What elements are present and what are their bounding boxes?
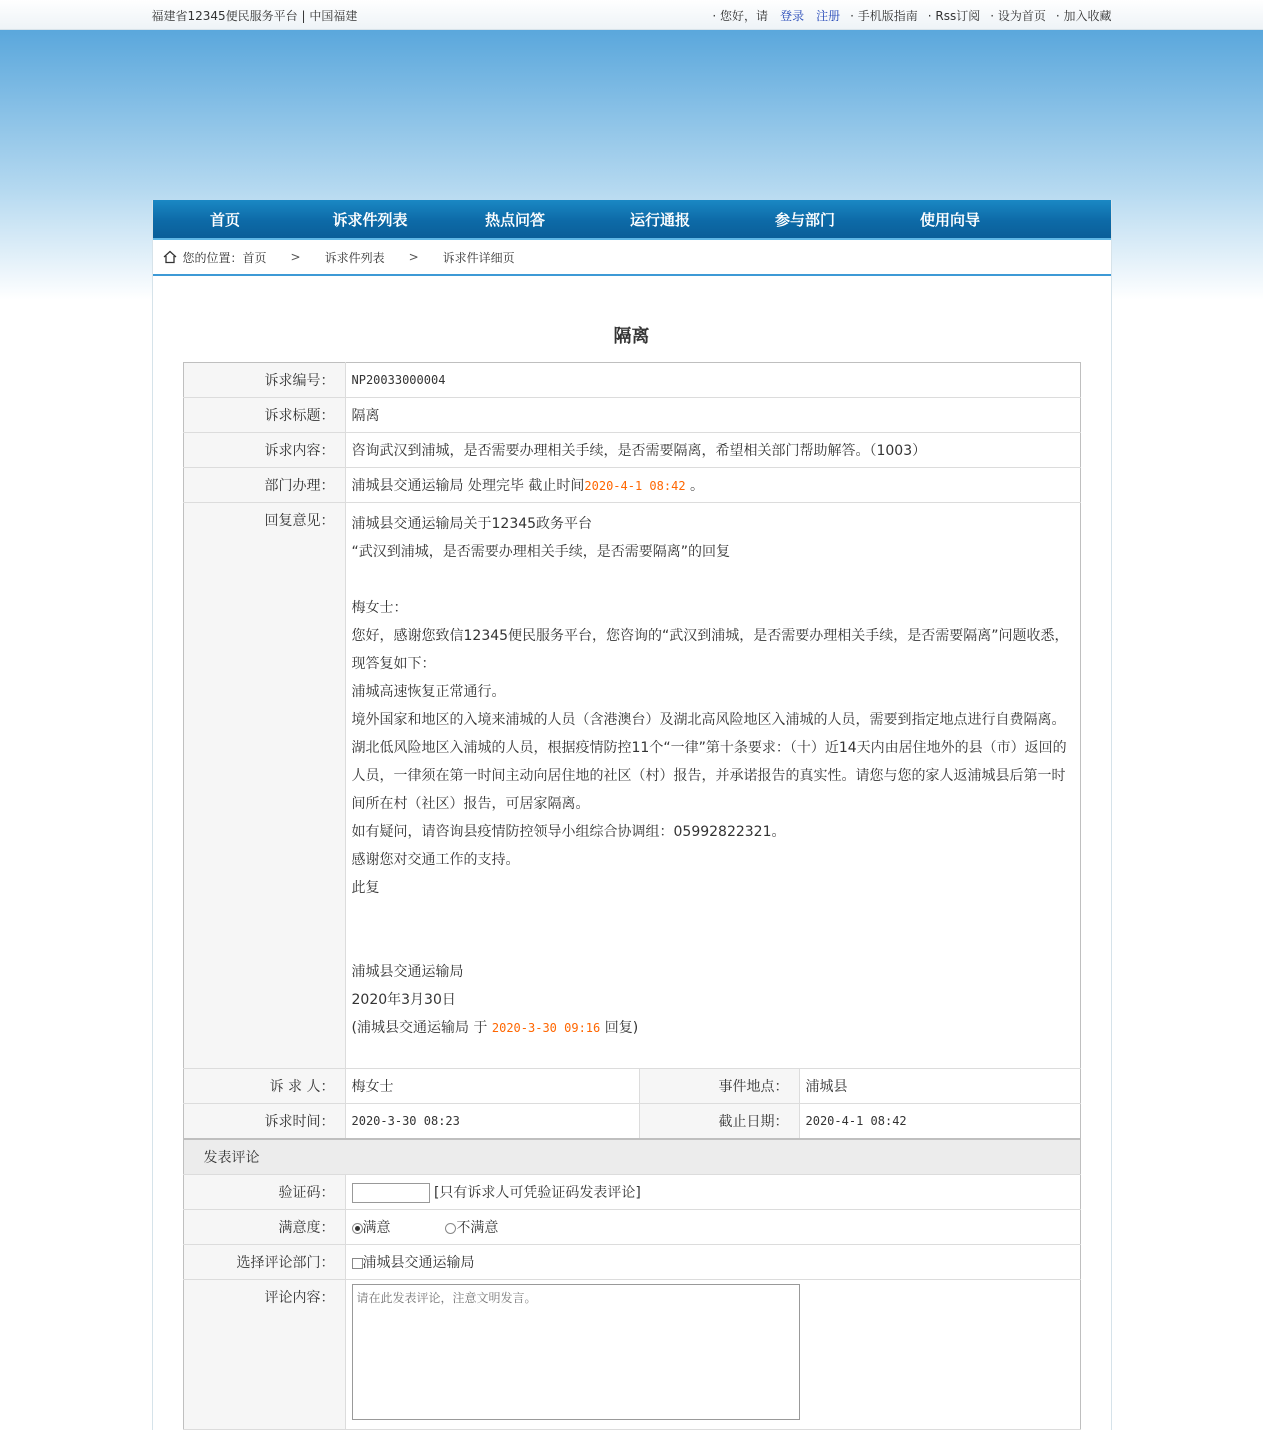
table-row xyxy=(183,503,1080,1069)
comment-section-header xyxy=(183,1139,1080,1175)
comment-content-cell xyxy=(345,1280,1080,1430)
top-bar xyxy=(0,0,1263,30)
deadline-value: 2020-4-1 08:42 xyxy=(799,1104,1080,1139)
nav-hot-qa[interactable]: 热点问答 xyxy=(484,210,545,229)
table-row xyxy=(183,1069,1080,1104)
mobile-guide-link[interactable]: · 手机版指南 xyxy=(850,8,918,23)
deadline-label: 截止日期： xyxy=(639,1104,799,1139)
nav-guide[interactable]: 使用向导 xyxy=(919,210,980,229)
reply-line: 此复 xyxy=(351,880,380,896)
nav-departments[interactable]: 参与部门 xyxy=(774,210,835,229)
reply-line xyxy=(352,566,1074,594)
greeting: · 您好，请 xyxy=(712,8,769,23)
table-row xyxy=(183,468,1080,503)
requester-value: 梅女士 xyxy=(345,1069,639,1104)
breadcrumb-prefix: 您的位置： xyxy=(182,250,243,265)
dept-end: 。 xyxy=(685,478,705,494)
satisfaction-label: 满意度： xyxy=(183,1210,345,1245)
register-link[interactable]: 注册 xyxy=(816,8,841,23)
set-homepage-link[interactable]: · 设为首页 xyxy=(990,8,1046,23)
reply-sign-pre: (浦城县交通运输局 于 xyxy=(351,1020,492,1036)
reply-line: 浦城县交通运输局关于12345政务平台 xyxy=(351,516,593,532)
satisfied-radio[interactable] xyxy=(352,1223,363,1234)
code-note: [只有诉求人可凭验证码发表评论] xyxy=(433,1184,641,1201)
reply-content xyxy=(345,503,1080,1069)
breadcrumb-separator: > xyxy=(408,250,419,264)
login-link[interactable]: 登录 xyxy=(780,8,805,23)
dept-deadline: 2020-4-1 08:42 xyxy=(584,479,686,493)
nav-home[interactable]: 首页 xyxy=(209,210,240,229)
reply-sign-post: 回复) xyxy=(600,1020,639,1036)
comment-dept-cell xyxy=(345,1245,1080,1280)
reply-line: 2020年3月30日 xyxy=(351,992,456,1008)
dept-option-label: 浦城县交通运输局 xyxy=(362,1255,475,1271)
main-nav xyxy=(153,200,1111,240)
home-icon xyxy=(163,250,177,264)
nav-request-list[interactable]: 诉求件列表 xyxy=(332,210,408,229)
site-name: 福建省12345便民服务平台 | 中国福建 xyxy=(151,8,358,23)
location-value: 浦城县 xyxy=(799,1069,1080,1104)
reply-line: “武汉到浦城，是否需要办理相关手续，是否需要隔离”的回复 xyxy=(351,544,731,560)
reply-line: 您好，感谢您致信12345便民服务平台，您咨询的“武汉到浦城，是否需要办理相关手续，是否需要隔离”问题收悉，现答复如下： xyxy=(351,628,1069,672)
table-row xyxy=(183,1104,1080,1139)
reply-line xyxy=(352,930,1074,958)
comment-dept-label: 选择评论部门： xyxy=(183,1245,345,1280)
code-cell xyxy=(345,1175,1080,1210)
main-container xyxy=(152,200,1112,1430)
reply-signature xyxy=(352,1014,1074,1042)
dept-checkbox[interactable] xyxy=(352,1258,363,1269)
rss-link[interactable]: · Rss订阅 xyxy=(927,8,981,23)
reply-line: 如有疑问，请咨询县疫情防控领导小组综合协调组：05992822321。 xyxy=(351,824,786,840)
requester-label: 诉 求 人： xyxy=(183,1069,345,1104)
comment-section-title: 发表评论 xyxy=(183,1139,1080,1175)
reply-line xyxy=(352,902,1074,930)
reply-line: 浦城县交通运输局 xyxy=(351,964,464,980)
dept-value: 浦城县交通运输局 处理完毕 截止时间 xyxy=(351,478,585,494)
id-value: NP20033000004 xyxy=(345,363,1080,398)
unsatisfied-radio[interactable] xyxy=(445,1223,456,1234)
dept-label: 部门办理： xyxy=(183,468,345,503)
reply-line: 梅女士： xyxy=(351,600,408,616)
dept-cell xyxy=(345,468,1080,503)
table-row xyxy=(183,433,1080,468)
table-row xyxy=(183,363,1080,398)
title-label: 诉求标题： xyxy=(183,398,345,433)
reply-line: 境外国家和地区的入境来浦城的人员（含港澳台）及湖北高风险地区入浦城的人员，需要到指定地点进行自费隔离。 xyxy=(351,712,1066,728)
table-row xyxy=(183,398,1080,433)
verification-code-input[interactable] xyxy=(352,1183,430,1203)
breadcrumb-list[interactable]: 诉求件列表 xyxy=(324,250,385,265)
time-label: 诉求时间： xyxy=(183,1104,345,1139)
page-title: 隔离 xyxy=(613,326,650,347)
unsatisfied-label: 不满意 xyxy=(456,1220,499,1236)
content-value: 咨询武汉到浦城，是否需要办理相关手续，是否需要隔离，希望相关部门帮助解答。（1003） xyxy=(345,433,1080,468)
add-favorite-link[interactable]: · 加入收藏 xyxy=(1055,8,1112,23)
table-row xyxy=(183,1210,1080,1245)
breadcrumb-separator: > xyxy=(290,250,301,264)
satisfaction-cell xyxy=(345,1210,1080,1245)
location-label: 事件地点： xyxy=(639,1069,799,1104)
comment-textarea[interactable] xyxy=(352,1284,800,1420)
title-value: 隔离 xyxy=(345,398,1080,433)
table-row xyxy=(183,1175,1080,1210)
reply-line: 湖北低风险地区入浦城的人员，根据疫情防控11个“一律”第十条要求：（十）近14天内由居住地外的县（市）返回的人员，一律须在第一时间主动向居住地的社区（村）报告，并承诺报告的真实性。请您与您的家人返浦城县后第一时间所在村（社区）报告，可居家隔离。 xyxy=(351,740,1067,812)
content-area xyxy=(153,276,1111,1430)
reply-line: 浦城高速恢复正常通行。 xyxy=(351,684,506,700)
comment-content-label: 评论内容： xyxy=(183,1280,345,1430)
breadcrumb xyxy=(153,240,1111,276)
reply-label: 回复意见： xyxy=(183,503,345,1069)
table-row xyxy=(183,1280,1080,1430)
content-label: 诉求内容： xyxy=(183,433,345,468)
id-label: 诉求编号： xyxy=(183,363,345,398)
reply-line: 感谢您对交通工作的支持。 xyxy=(351,852,520,868)
nav-report[interactable]: 运行通报 xyxy=(629,210,690,229)
satisfied-label: 满意 xyxy=(362,1220,391,1236)
breadcrumb-home[interactable]: 首页 xyxy=(242,250,267,265)
reply-sign-time: 2020-3-30 09:16 xyxy=(491,1021,601,1035)
code-label: 验证码： xyxy=(183,1175,345,1210)
detail-table xyxy=(183,362,1081,1430)
breadcrumb-detail: 诉求件详细页 xyxy=(442,250,515,265)
time-value: 2020-3-30 08:23 xyxy=(345,1104,639,1139)
banner xyxy=(0,30,1263,200)
table-row xyxy=(183,1245,1080,1280)
